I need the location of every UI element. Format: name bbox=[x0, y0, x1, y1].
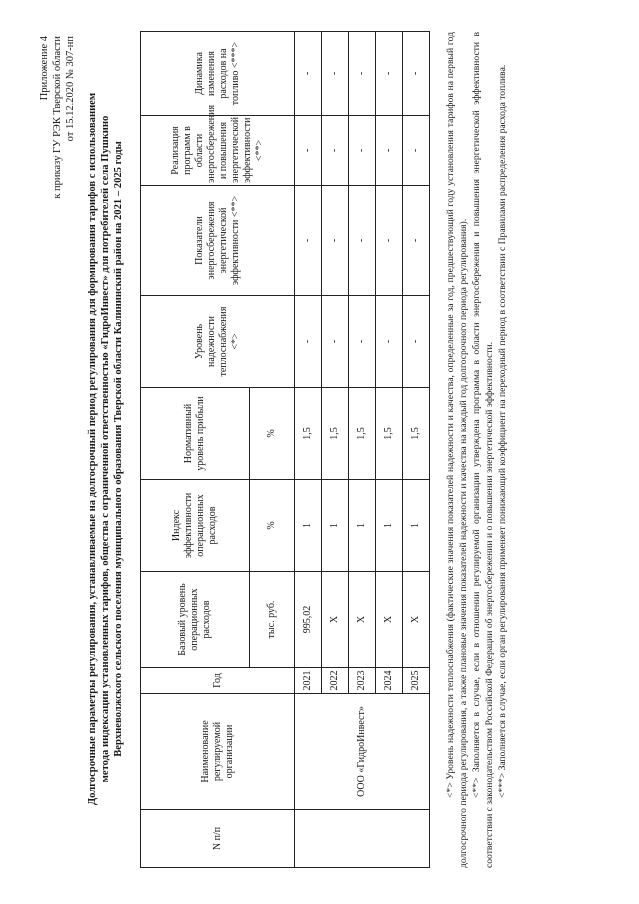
cell-reliability: - bbox=[403, 296, 430, 388]
cell-org: ООО «ГидроИнвест» bbox=[295, 694, 430, 810]
footnote-reliability: <*> Уровень надежности теплоснабжения (фактические значения показателей надежности и качества, определенные за год, предшествующий году установления тарифов на первый год долгосрочного периода регулирования, а также плановые значения показателей надежности и качества на каждый год долгосрочного периода регулирования). bbox=[445, 32, 469, 868]
header-base: Базовый уровень операционных расходов bbox=[141, 572, 250, 668]
header-fuel: Динамика изменения расходов на топливо <***> bbox=[141, 32, 295, 116]
document-title bbox=[86, 64, 125, 834]
cell-energy: - bbox=[403, 186, 430, 296]
table-header-row bbox=[141, 32, 250, 868]
cell-index: 1 bbox=[322, 480, 349, 572]
title-line-1: Долгосрочные параметры регулирования, устанавливаемые на долгосрочный период регулирования для формирования тарифов с использованием bbox=[87, 92, 98, 806]
cell-base: Х bbox=[376, 572, 403, 668]
cell-reliability: - bbox=[349, 296, 376, 388]
unit-base: тыс. руб. bbox=[250, 572, 295, 668]
header-org: Наименование регулируемой организации bbox=[141, 694, 295, 810]
title-line-3: Верхневолжского сельского поселения муниципального образования Тверской области Калининский район на 2021 – 2025 годы bbox=[113, 141, 124, 757]
cell-index: 1 bbox=[295, 480, 322, 572]
cell-profit: 1,5 bbox=[376, 388, 403, 480]
cell-energy: - bbox=[376, 186, 403, 296]
cell-year: 2022 bbox=[322, 668, 349, 694]
header-reliability: Уровень надежности теплоснабжения <*> bbox=[141, 296, 295, 388]
cell-program: - bbox=[376, 116, 403, 186]
cell-reliability: - bbox=[295, 296, 322, 388]
cell-program: - bbox=[349, 116, 376, 186]
appendix-date: от 15.12.2020 № 307-нп bbox=[65, 36, 76, 142]
footnote-energy: <**> Заполняется в случае, если в отношении регулируемой организации утверждена программа в области энергосбережения и повышения энергетической эффективности в соответствии с законодательством Российской Федерации об энергосбережении и о повышении энергетической эффективности. bbox=[471, 32, 495, 868]
cell-base: 995,02 bbox=[295, 572, 322, 668]
cell-index: 1 bbox=[349, 480, 376, 572]
cell-year: 2024 bbox=[376, 668, 403, 694]
table-row bbox=[295, 32, 322, 868]
header-index: Индекс эффективности операционных расходов bbox=[141, 480, 250, 572]
cell-reliability: - bbox=[376, 296, 403, 388]
header-energy: Показатели энергосбережения энергетической эффективности <**> bbox=[141, 186, 295, 296]
cell-year: 2025 bbox=[403, 668, 430, 694]
unit-index: % bbox=[250, 480, 295, 572]
cell-profit: 1,5 bbox=[403, 388, 430, 480]
cell-index: 1 bbox=[376, 480, 403, 572]
cell-energy: - bbox=[349, 186, 376, 296]
header-year: Год bbox=[141, 668, 295, 694]
cell-program: - bbox=[322, 116, 349, 186]
appendix-header bbox=[38, 36, 77, 199]
title-line-2: метода индексации установленных тарифов, общества с ограниченной ответственностью «ГидроИнвест» для потребителей села Пушкино bbox=[100, 115, 111, 783]
header-program: Реализация программ в области энергосбережения и повышения энергетической эффективности <**> bbox=[141, 116, 295, 186]
cell-fuel: - bbox=[295, 32, 322, 116]
cell-year: 2021 bbox=[295, 668, 322, 694]
cell-profit: 1,5 bbox=[295, 388, 322, 480]
cell-reliability: - bbox=[322, 296, 349, 388]
footnote-fuel: <***> Заполняется в случае, если орган регулирования применяет понижающий коэффициент на переходный период в соответствии с Правилами распределения расхода топлива. bbox=[497, 64, 508, 798]
cell-profit: 1,5 bbox=[322, 388, 349, 480]
cell-base: Х bbox=[349, 572, 376, 668]
cell-fuel: - bbox=[376, 32, 403, 116]
parameters-table bbox=[140, 31, 430, 868]
header-num: N п/п bbox=[141, 810, 295, 868]
cell-index: 1 bbox=[403, 480, 430, 572]
cell-num bbox=[295, 810, 430, 868]
cell-profit: 1,5 bbox=[349, 388, 376, 480]
cell-base: Х bbox=[322, 572, 349, 668]
cell-fuel: - bbox=[322, 32, 349, 116]
appendix-number: Приложение 4 bbox=[39, 36, 50, 101]
cell-energy: - bbox=[322, 186, 349, 296]
cell-program: - bbox=[403, 116, 430, 186]
cell-year: 2023 bbox=[349, 668, 376, 694]
appendix-order: к приказу ГУ РЭК Тверской области bbox=[52, 36, 63, 199]
cell-fuel: - bbox=[403, 32, 430, 116]
cell-program: - bbox=[295, 116, 322, 186]
header-profit: Нормативный уровень прибыли bbox=[141, 388, 250, 480]
unit-profit: % bbox=[250, 388, 295, 480]
cell-base: Х bbox=[403, 572, 430, 668]
cell-fuel: - bbox=[349, 32, 376, 116]
cell-energy: - bbox=[295, 186, 322, 296]
footnotes bbox=[445, 32, 511, 868]
